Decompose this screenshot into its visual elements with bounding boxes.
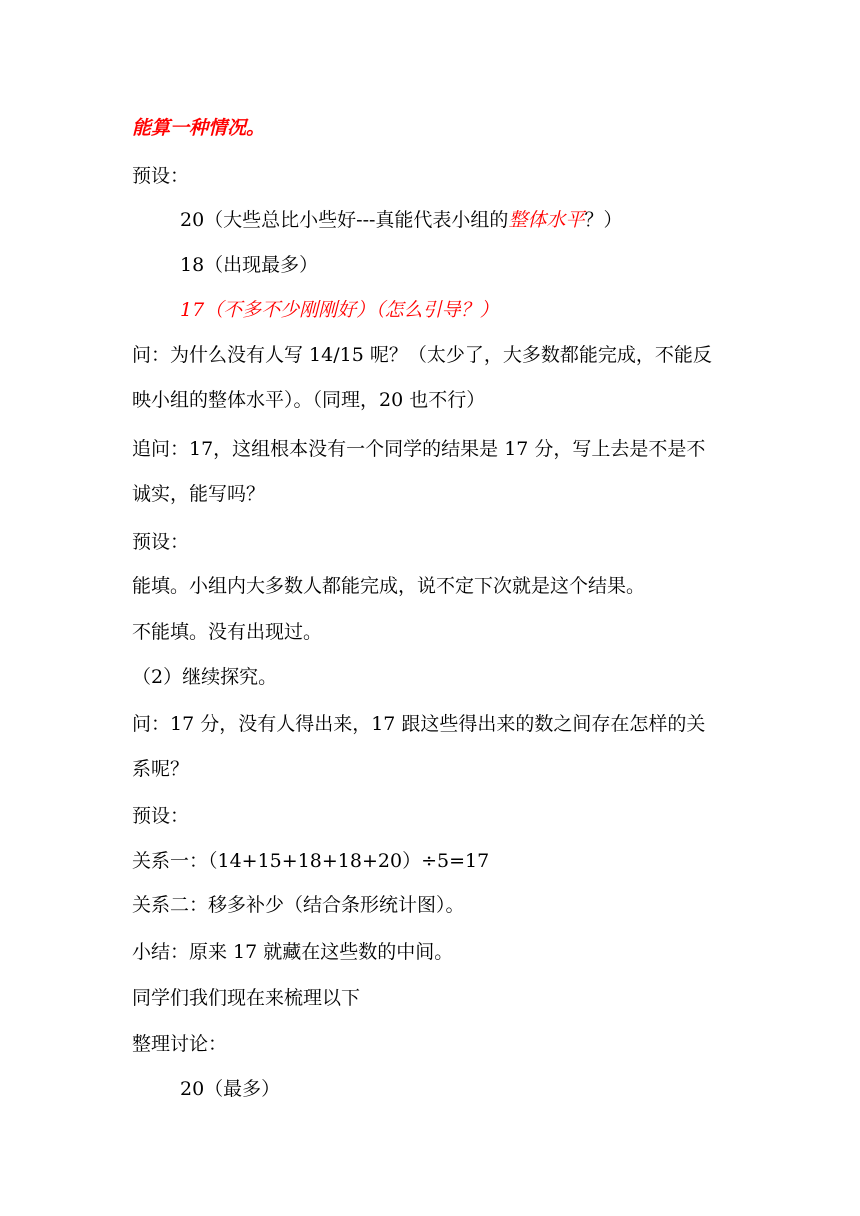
doc-line-item-20: 20（最多） xyxy=(180,1078,281,1100)
doc-line-option-20 xyxy=(180,208,622,232)
doc-line-summary: 小结：原来 17 就藏在这些数的中间。 xyxy=(132,941,454,963)
option-20-suffix: ？） xyxy=(584,209,623,231)
doc-line-question-1b: 映小组的整体水平）。（同理，20 也不行） xyxy=(132,389,486,411)
doc-line-preset-2: 预设： xyxy=(132,531,190,553)
doc-line-relation-2: 关系二：移多补少（结合条形统计图）。 xyxy=(132,894,465,916)
doc-line-relation-1: 关系一：（14+15+18+18+20）÷5=17 xyxy=(132,850,490,872)
doc-line-conclusion: 能算一种情况。 xyxy=(132,117,266,139)
doc-line-discussion: 整理讨论： xyxy=(132,1033,228,1055)
doc-line-followup-a: 追问：17，这组根本没有一个同学的结果是 17 分，写上去是不是不 xyxy=(132,438,706,460)
doc-line-transition: 同学们我们现在来梳理以下 xyxy=(132,987,361,1009)
doc-line-question-1a: 问：为什么没有人写 14/15 呢？（太少了，大多数都能完成，不能反 xyxy=(132,344,712,366)
doc-line-option-18: 18（出现最多） xyxy=(180,254,319,276)
option-20-text: 20（大些总比小些好---真能代表小组的 xyxy=(180,209,509,231)
doc-line-followup-b: 诚实，能写吗？ xyxy=(132,483,266,505)
doc-line-section-2: （2）继续探究。 xyxy=(132,666,278,688)
doc-line-question-2a: 问：17 分，没有人得出来，17 跟这些得出来的数之间存在怎样的关 xyxy=(132,713,706,735)
doc-line-can-fill: 能填。小组内大多数人都能完成，说不定下次就是这个结果。 xyxy=(132,575,646,597)
doc-line-preset-1: 预设： xyxy=(132,165,190,187)
doc-line-question-2b: 系呢？ xyxy=(132,758,190,780)
option-20-highlight: 整体水平 xyxy=(508,209,585,231)
doc-line-option-17: 17（不多不少刚刚好）（怎么引导？） xyxy=(180,299,499,321)
doc-line-cannot-fill: 不能填。没有出现过。 xyxy=(132,621,323,643)
doc-line-preset-3: 预设： xyxy=(132,805,190,827)
